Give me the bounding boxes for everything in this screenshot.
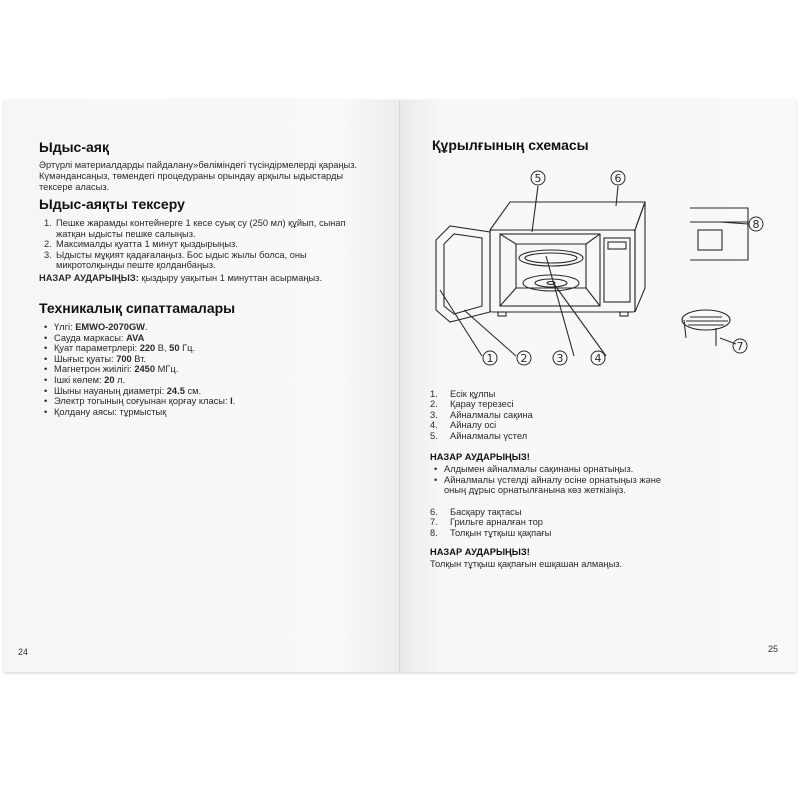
callout-3: 3	[556, 352, 564, 365]
list-item: 6. Басқару тақтасы	[430, 507, 522, 517]
list-item: 3. Ыдысты мұқият қадағалаңыз. Бос ыдыс жылы болса, оны микротолқынды пеште қолданбаңыз.	[44, 249, 307, 270]
spec-item: • Электр тогының соғуынан қорғау класы: I.	[44, 396, 236, 407]
section-title-specs: Техникалық сипаттамалары	[39, 300, 236, 316]
warning-note: НАЗАР АУДАРЫҢЫЗ: қыздыру уақытын 1 минуттан асырмаңыз.	[39, 273, 323, 283]
callout-4: 4	[594, 352, 602, 365]
spec-item: • Шығыс қуаты: 700 Вт.	[44, 353, 147, 364]
microwave-diagram	[420, 160, 770, 380]
open-booklet	[4, 100, 796, 672]
list-item: • Айналмалы үстелді айналу осіне орнатыңыз және оның дұрыс орнатылғанына көз жеткізіңіз.	[434, 474, 662, 496]
list-item: 3. Айналмалы сақина	[430, 409, 533, 420]
microwave-side	[635, 202, 645, 312]
callout-2: 2	[520, 352, 528, 365]
left-page	[4, 100, 400, 672]
list-item: 1. Пешке жарамды контейнерге 1 кесе суық су (250 мл) құйып, сынап жатқан ыдысты пешке салыңыз.	[44, 218, 346, 239]
grill-rack	[682, 310, 730, 330]
microwave-top	[490, 202, 645, 230]
callout-8: 8	[752, 218, 760, 231]
dishes-paragraph: Әртүрлі материалдарды пайдалану»бөліміндегі түсіндірмелерді қараңыз. Күмәндансаңыз, төмендегі процедураны орындау арқылы ыдыстарды тексере аласыз.	[39, 160, 358, 192]
page-number: 24	[18, 647, 29, 657]
warning-text-2: Толқын тұтқыш қақпағын ешқашан алмаңыз.	[430, 559, 623, 569]
spec-item: • Үлгі: EMWO-2070GW.	[44, 322, 148, 332]
callout-5: 5	[534, 172, 542, 185]
callout-7: 7	[736, 340, 744, 353]
turntable-ring	[523, 275, 579, 291]
check-steps-list	[44, 218, 364, 271]
list-item: 5. Айналмалы үстел	[430, 430, 528, 441]
list-item: • Алдымен айналмалы сақинаны орнатыңыз.	[434, 464, 634, 474]
callout-1: 1	[486, 352, 494, 365]
spec-item: • Сауда маркасы: AVA	[44, 332, 145, 343]
list-item: 1. Есік құлпы	[430, 389, 496, 399]
waveguide-view	[690, 208, 748, 260]
parts-list-b	[430, 507, 551, 538]
warning-heading-1: НАЗАР АУДАРЫҢЫЗ!	[430, 452, 530, 462]
spec-item: • Қолдану аясы: тұрмыстық	[44, 406, 167, 417]
spec-item: • Магнетрон жиілігі: 2450 МГц.	[44, 364, 179, 375]
specs-list	[44, 322, 235, 417]
list-item: 2. Қарау терезесі	[430, 399, 514, 410]
section-title-device-scheme: Құрылғының схемасы	[432, 137, 589, 153]
warning-heading-2: НАЗАР АУДАРЫҢЫЗ!	[430, 547, 530, 557]
section-title-dish-check: Ыдыс-аяқты тексеру	[39, 196, 185, 212]
warning-list-1	[434, 464, 684, 496]
list-item: 8. Толқын тұтқыш қақпағы	[430, 527, 552, 538]
page-number: 25	[768, 644, 779, 654]
list-item: 4. Айналу осі	[430, 420, 497, 431]
section-title-dishes: Ыдыс-аяқ	[39, 139, 109, 155]
spec-item: • Ішкі көлем: 20 л.	[44, 374, 126, 385]
right-page	[400, 100, 796, 672]
list-item: 2. Максималды қуатта 1 минут қыздырыңыз.	[44, 239, 238, 249]
spec-item: • Қуат параметрлері: 220 В, 50 Гц.	[44, 343, 196, 354]
list-item: 7. Грильге арналған тор	[430, 517, 543, 528]
spec-item: • Шыны науаның диаметрі: 24.5 см.	[44, 385, 202, 396]
parts-list-a	[430, 389, 533, 441]
turntable-plate	[519, 250, 583, 266]
callout-6: 6	[614, 172, 622, 185]
